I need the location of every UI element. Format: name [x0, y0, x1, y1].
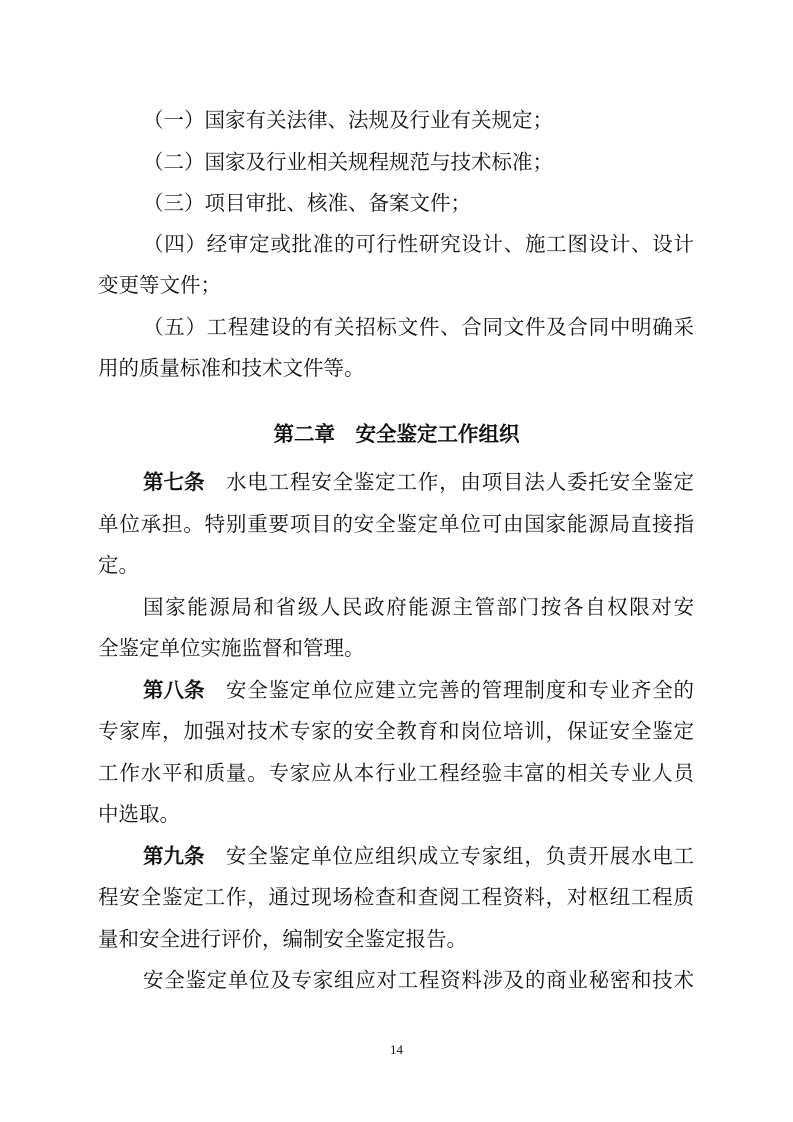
article-8-label: 第八条	[143, 678, 205, 702]
chapter-title: 第二章 安全鉴定工作组织	[273, 422, 520, 446]
page-number: 14	[390, 1042, 403, 1057]
article-7-label: 第七条	[143, 470, 205, 494]
document-page: （一）国家有关法律、法规及行业有关规定； （二）国家及行业相关规程规范与技术标准； （三）项目审批、核准、备案文件； （四）经审定或批准的可行性研究设计、施工图设计、设计 变更等文件； （五）工程建设的有关招标文件、合同文件及合同中明确采 用的质量标准和技术文件等。 第二章 安全鉴定工作组织 第七条 水电工程安全鉴定工作，由项目法人委托安全鉴定 单位承担。特别重要项目的安全鉴定单位可由国家能源局直接指 定。 国家能源局和省级人民政府能源主管部门按各自权限对安 全鉴定单位实施监督和管理。 第八条 安全鉴定单位应建立完善的管理制度和专业齐全的 专家库，加强对技术专家的安全教育和岗位培训，保证安全鉴定 工作水平和质量。专家应从本行业工程经验丰富的相关专业人员 中选取。 第九条 安全鉴定单位应组织成立专家组，负责开展水电工 程安全鉴定工作，通过现场检查和查阅工程资料，对枢纽工程质 量和安全进行评价，编制安全鉴定报告。 安全鉴定单位及专家组应对工程资料涉及的商业秘密和技术 14	[0, 0, 793, 1122]
article-9-label: 第九条	[143, 844, 205, 868]
